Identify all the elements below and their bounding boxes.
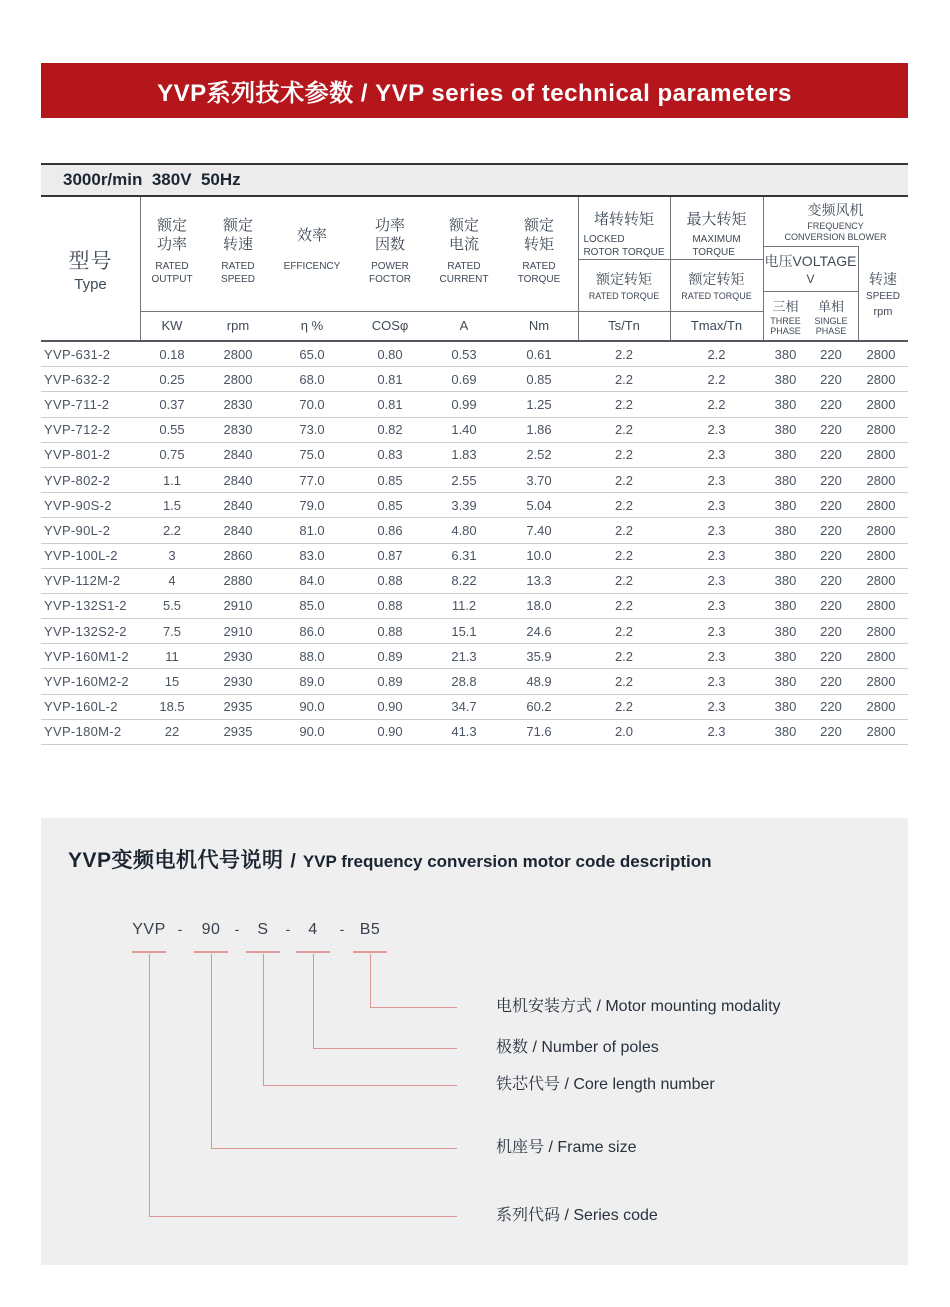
page-banner (41, 63, 908, 118)
value-cell: 24.6 (526, 623, 552, 639)
value-cell: 1.83 (451, 447, 477, 463)
header-divider (578, 197, 579, 340)
code-label: 电机安装方式 / Motor mounting modality (496, 998, 781, 1015)
col-header-type (41, 197, 140, 340)
table-row (41, 392, 908, 417)
value-cell: 2.3 (707, 472, 726, 488)
value-cell: 2800 (866, 346, 896, 362)
header-divider (858, 246, 859, 340)
table-row (41, 468, 908, 493)
col-header-voltage: 电压VOLTAGE V (764, 253, 857, 286)
value-cell: 0.81 (377, 396, 403, 412)
code-underline (132, 951, 166, 953)
page-title: YVP系列技术参数 / YVP series of technical parameters (157, 80, 792, 107)
value-cell: 0.37 (159, 396, 185, 412)
model-cell: YVP-90L-2 (44, 522, 111, 538)
header-divider (763, 291, 858, 292)
value-cell: 220 (820, 699, 842, 715)
model-cell: YVP-180M-2 (44, 724, 122, 740)
col-header-efficiency: 效率 EFFICENCY (283, 226, 341, 272)
value-cell: 41.3 (451, 724, 477, 740)
table-body (41, 342, 908, 745)
spec-condition-bar (41, 163, 908, 197)
value-cell: 0.87 (377, 548, 403, 564)
model-cell: YVP-100L-2 (44, 548, 118, 564)
value-cell: 2910 (223, 598, 253, 614)
value-cell: 380 (774, 472, 797, 488)
value-cell: 0.69 (451, 371, 477, 387)
value-cell: 2800 (866, 422, 896, 438)
table-row (41, 695, 908, 720)
value-cell: 2.3 (707, 447, 726, 463)
value-cell: 3 (168, 548, 176, 564)
value-cell: 0.83 (377, 447, 403, 463)
value-cell: 380 (774, 447, 797, 463)
value-cell: 0.90 (377, 724, 403, 740)
value-cell: 0.85 (377, 472, 403, 488)
value-cell: 90.0 (299, 699, 325, 715)
value-cell: 3.39 (451, 497, 477, 513)
code-underline (296, 951, 330, 953)
value-cell: 380 (774, 346, 797, 362)
value-cell: 2.3 (707, 699, 726, 715)
value-cell: 2.2 (614, 648, 634, 664)
value-cell: 89.0 (299, 674, 325, 690)
value-cell: 1.1 (162, 472, 182, 488)
value-cell: 60.2 (526, 699, 552, 715)
table-row (41, 619, 908, 644)
leader-line-horizontal (370, 1007, 457, 1008)
value-cell: 0.55 (159, 422, 185, 438)
value-cell: 15 (164, 674, 180, 690)
value-cell: 220 (820, 472, 842, 488)
table-row (41, 594, 908, 619)
value-cell: 380 (774, 422, 797, 438)
value-cell: 35.9 (526, 648, 552, 664)
code-label: 铁芯代号 / Core length number (496, 1076, 715, 1093)
model-cell: YVP-132S1-2 (44, 598, 127, 614)
value-cell: 2800 (866, 674, 896, 690)
value-cell: 2800 (866, 623, 896, 639)
code-part: B5 (359, 921, 381, 938)
value-cell: 2.55 (451, 472, 477, 488)
value-cell: 2800 (866, 396, 896, 412)
unit-cosphi: COSφ (371, 318, 409, 333)
value-cell: 81.0 (299, 522, 325, 538)
table-row (41, 720, 908, 745)
value-cell: 5.04 (526, 497, 552, 513)
unit-eta: η % (300, 318, 324, 333)
col-header-power-factor: 功率 因数 POWER FOCTOR (368, 217, 412, 285)
value-cell: 2.2 (614, 371, 634, 387)
value-cell: 2.2 (162, 522, 182, 538)
value-cell: 220 (820, 447, 842, 463)
value-cell: 2.2 (614, 497, 634, 513)
value-cell: 2935 (223, 699, 253, 715)
section-title-en: YVP frequency conversion motor code description (302, 852, 712, 871)
table-header (41, 197, 908, 342)
value-cell: 1.25 (526, 396, 552, 412)
value-cell: 15.1 (451, 623, 477, 639)
value-cell: 220 (820, 371, 842, 387)
col-header-maximum-rated-torque: 额定转矩 RATED TORQUE (681, 271, 752, 301)
table-row (41, 518, 908, 543)
leader-line-horizontal (313, 1048, 457, 1049)
leader-line-vertical (370, 954, 371, 1007)
value-cell: 0.25 (159, 371, 185, 387)
value-cell: 220 (820, 497, 842, 513)
value-cell: 2.2 (707, 346, 726, 362)
table-row (41, 569, 908, 594)
value-cell: 2.2 (614, 422, 634, 438)
value-cell: 2.3 (707, 674, 726, 690)
value-cell: 2930 (223, 674, 253, 690)
value-cell: 83.0 (299, 548, 325, 564)
value-cell: 0.81 (377, 371, 403, 387)
value-cell: 220 (820, 548, 842, 564)
value-cell: 380 (774, 522, 797, 538)
value-cell: 0.85 (526, 371, 552, 387)
value-cell: 2840 (223, 522, 253, 538)
value-cell: 220 (820, 623, 842, 639)
value-cell: 71.6 (526, 724, 552, 740)
value-cell: 0.61 (526, 346, 552, 362)
value-cell: 2800 (866, 497, 896, 513)
col-header-rated-current: 额定 电流 RATED CURRENT (439, 217, 489, 285)
value-cell: 220 (820, 422, 842, 438)
value-cell: 220 (820, 724, 842, 740)
model-cell: YVP-160M1-2 (44, 648, 129, 664)
value-cell: 380 (774, 548, 797, 564)
value-cell: 2.3 (707, 548, 726, 564)
col-header-single-phase: 单相 SINGLE PHASE (814, 298, 848, 336)
col-header-three-phase: 三相 THREE PHASE (770, 298, 801, 336)
code-separator: - (234, 921, 240, 937)
value-cell: 0.75 (159, 447, 185, 463)
model-cell: YVP-160M2-2 (44, 674, 129, 690)
value-cell: 220 (820, 396, 842, 412)
value-cell: 2800 (866, 447, 896, 463)
value-cell: 1.40 (451, 422, 477, 438)
table-row (41, 544, 908, 569)
value-cell: 8.22 (451, 573, 477, 589)
value-cell: 68.0 (299, 371, 325, 387)
header-divider (140, 197, 141, 340)
col-header-rated-output: 额定 功率 RATED OUTPUT (151, 217, 193, 285)
model-cell: YVP-632-2 (44, 371, 111, 387)
col-header-type-en: Type (74, 275, 107, 293)
value-cell: 2.2 (614, 447, 634, 463)
value-cell: 2860 (223, 548, 253, 564)
value-cell: 4 (168, 573, 176, 589)
header-divider (763, 246, 858, 247)
leader-line-vertical (149, 954, 150, 1216)
value-cell: 2800 (866, 724, 896, 740)
value-cell: 0.88 (377, 623, 403, 639)
value-cell: 2800 (866, 371, 896, 387)
leader-line-vertical (263, 954, 264, 1085)
value-cell: 2800 (866, 648, 896, 664)
value-cell: 2880 (223, 573, 253, 589)
leader-line-horizontal (263, 1085, 457, 1086)
code-separator: - (339, 921, 345, 937)
value-cell: 2.3 (707, 623, 726, 639)
value-cell: 2.2 (707, 396, 726, 412)
section-title-separator: / (290, 851, 296, 872)
value-cell: 380 (774, 598, 797, 614)
model-cell: YVP-802-2 (44, 472, 111, 488)
value-cell: 2.2 (614, 548, 634, 564)
model-cell: YVP-801-2 (44, 447, 111, 463)
value-cell: 2830 (223, 422, 253, 438)
value-cell: 2800 (866, 548, 896, 564)
value-cell: 1.86 (526, 422, 552, 438)
value-cell: 2935 (223, 724, 253, 740)
header-divider (140, 311, 763, 312)
col-header-rated-speed: 额定 转速 RATED SPEED (221, 217, 255, 285)
model-cell: YVP-712-2 (44, 422, 111, 438)
value-cell: 380 (774, 674, 797, 690)
col-header-type-zh: 型号 (68, 249, 113, 273)
leader-line-horizontal (149, 1216, 457, 1217)
value-cell: 2910 (223, 623, 253, 639)
value-cell: 1.5 (162, 497, 182, 513)
value-cell: 2800 (223, 371, 253, 387)
code-part: S (257, 921, 269, 938)
value-cell: 22 (164, 724, 180, 740)
value-cell: 2.3 (707, 422, 726, 438)
table-row (41, 493, 908, 518)
unit-tmax-tn: Tmax/Tn (690, 318, 743, 333)
value-cell: 34.7 (451, 699, 477, 715)
value-cell: 2840 (223, 472, 253, 488)
table-row (41, 367, 908, 392)
value-cell: 220 (820, 346, 842, 362)
value-cell: 0.86 (377, 522, 403, 538)
code-underline (353, 951, 387, 953)
value-cell: 73.0 (299, 422, 325, 438)
value-cell: 2930 (223, 648, 253, 664)
value-cell: 11 (165, 648, 179, 664)
col-header-rated-torque: 额定 转矩 RATED TORQUE (517, 217, 561, 285)
value-cell: 7.40 (526, 522, 552, 538)
value-cell: 220 (820, 573, 842, 589)
value-cell: 0.85 (377, 497, 403, 513)
value-cell: 2840 (223, 497, 253, 513)
value-cell: 2830 (223, 396, 253, 412)
code-part: 4 (308, 921, 318, 938)
value-cell: 220 (820, 674, 842, 690)
model-cell: YVP-132S2-2 (44, 623, 127, 639)
value-cell: 5.5 (162, 598, 182, 614)
value-cell: 18.0 (526, 598, 552, 614)
unit-a: A (459, 318, 469, 333)
value-cell: 2800 (866, 472, 896, 488)
code-description-section (41, 818, 908, 1265)
table-row (41, 669, 908, 694)
section-title-zh: YVP变频电机代号说明 (68, 849, 284, 872)
model-cell: YVP-90S-2 (44, 497, 112, 513)
value-cell: 2800 (866, 598, 896, 614)
col-header-blower: 变频风机 FREQUENCY CONVERSION BLOWER (784, 202, 887, 242)
code-underline (194, 951, 228, 953)
leader-line-vertical (211, 954, 212, 1148)
value-cell: 0.89 (377, 648, 403, 664)
value-cell: 0.53 (451, 346, 477, 362)
unit-nm: Nm (528, 318, 550, 333)
model-cell: YVP-631-2 (44, 346, 111, 362)
code-part: 90 (201, 921, 221, 938)
value-cell: 2.2 (614, 598, 634, 614)
value-cell: 86.0 (299, 623, 325, 639)
value-cell: 2840 (223, 447, 253, 463)
code-label: 极数 / Number of poles (496, 1039, 659, 1056)
value-cell: 2800 (866, 573, 896, 589)
value-cell: 2.2 (614, 674, 634, 690)
value-cell: 0.18 (159, 346, 185, 362)
value-cell: 380 (774, 573, 797, 589)
table-row (41, 418, 908, 443)
header-divider (670, 197, 671, 340)
col-header-locked-rotor-torque: 堵转转矩 LOCKED ROTOR TORQUE (583, 211, 665, 258)
table-row (41, 342, 908, 367)
value-cell: 2.3 (707, 497, 726, 513)
value-cell: 220 (820, 648, 842, 664)
value-cell: 2.2 (614, 699, 634, 715)
value-cell: 4.80 (451, 522, 477, 538)
header-divider (763, 197, 764, 340)
value-cell: 7.5 (162, 623, 182, 639)
value-cell: 2.2 (614, 573, 634, 589)
value-cell: 85.0 (299, 598, 325, 614)
model-cell: YVP-160L-2 (44, 699, 118, 715)
value-cell: 6.31 (451, 548, 477, 564)
value-cell: 2800 (866, 699, 896, 715)
value-cell: 0.82 (377, 422, 403, 438)
value-cell: 84.0 (299, 573, 325, 589)
value-cell: 0.89 (377, 674, 403, 690)
value-cell: 380 (774, 699, 797, 715)
unit-ts-tn: Ts/Tn (608, 318, 640, 333)
col-header-blower-speed: 转速 SPEED rpm (866, 270, 900, 318)
code-separator: - (285, 921, 291, 937)
value-cell: 13.3 (526, 573, 552, 589)
value-cell: 0.88 (377, 573, 403, 589)
col-header-maximum-torque: 最大转矩 MAXIMUM TORQUE (686, 211, 747, 258)
header-divider (578, 259, 763, 260)
value-cell: 48.9 (526, 674, 552, 690)
value-cell: 2800 (223, 346, 253, 362)
value-cell: 79.0 (299, 497, 325, 513)
value-cell: 2800 (866, 522, 896, 538)
value-cell: 380 (774, 371, 797, 387)
value-cell: 220 (820, 598, 842, 614)
code-underline (246, 951, 280, 953)
value-cell: 380 (774, 648, 797, 664)
value-cell: 380 (774, 396, 797, 412)
value-cell: 2.3 (707, 648, 726, 664)
spec-condition-text: 3000r/min 380V 50Hz (63, 170, 241, 189)
unit-kw: KW (161, 318, 183, 333)
value-cell: 2.2 (614, 472, 634, 488)
value-cell: 2.3 (707, 573, 726, 589)
col-header-locked-rotor-rated-torque: 额定转矩 RATED TORQUE (588, 271, 660, 301)
code-label: 系列代码 / Series code (496, 1207, 658, 1224)
value-cell: 75.0 (299, 447, 325, 463)
value-cell: 2.52 (526, 447, 552, 463)
value-cell: 21.3 (451, 648, 477, 664)
value-cell: 2.3 (707, 724, 726, 740)
value-cell: 90.0 (299, 724, 325, 740)
leader-line-horizontal (211, 1148, 457, 1149)
value-cell: 0.88 (377, 598, 403, 614)
leader-line-vertical (313, 954, 314, 1048)
table-row (41, 644, 908, 669)
value-cell: 0.80 (377, 346, 403, 362)
value-cell: 11.2 (451, 598, 477, 614)
value-cell: 28.8 (451, 674, 477, 690)
value-cell: 2.2 (707, 371, 726, 387)
model-cell: YVP-711-2 (44, 396, 110, 412)
value-cell: 380 (774, 623, 797, 639)
value-cell: 88.0 (299, 648, 325, 664)
value-cell: 10.0 (526, 548, 552, 564)
model-cell: YVP-112M-2 (44, 573, 121, 589)
section-title (68, 844, 712, 874)
value-cell: 380 (774, 497, 797, 513)
value-cell: 3.70 (526, 472, 552, 488)
value-cell: 2.2 (614, 522, 634, 538)
value-cell: 0.90 (377, 699, 403, 715)
value-cell: 2.3 (707, 522, 726, 538)
value-cell: 2.2 (614, 346, 634, 362)
value-cell: 2.3 (707, 598, 726, 614)
code-separator: - (177, 921, 183, 937)
value-cell: 65.0 (299, 346, 325, 362)
code-label: 机座号 / Frame size (496, 1139, 637, 1156)
value-cell: 70.0 (299, 396, 325, 412)
unit-rpm: rpm (226, 318, 250, 333)
value-cell: 77.0 (299, 472, 325, 488)
value-cell: 2.2 (614, 396, 634, 412)
value-cell: 2.0 (614, 724, 634, 740)
table-row (41, 443, 908, 468)
value-cell: 380 (774, 724, 797, 740)
code-part: YVP (132, 921, 166, 938)
value-cell: 2.2 (614, 623, 634, 639)
value-cell: 0.99 (451, 396, 477, 412)
value-cell: 18.5 (159, 699, 185, 715)
value-cell: 220 (820, 522, 842, 538)
